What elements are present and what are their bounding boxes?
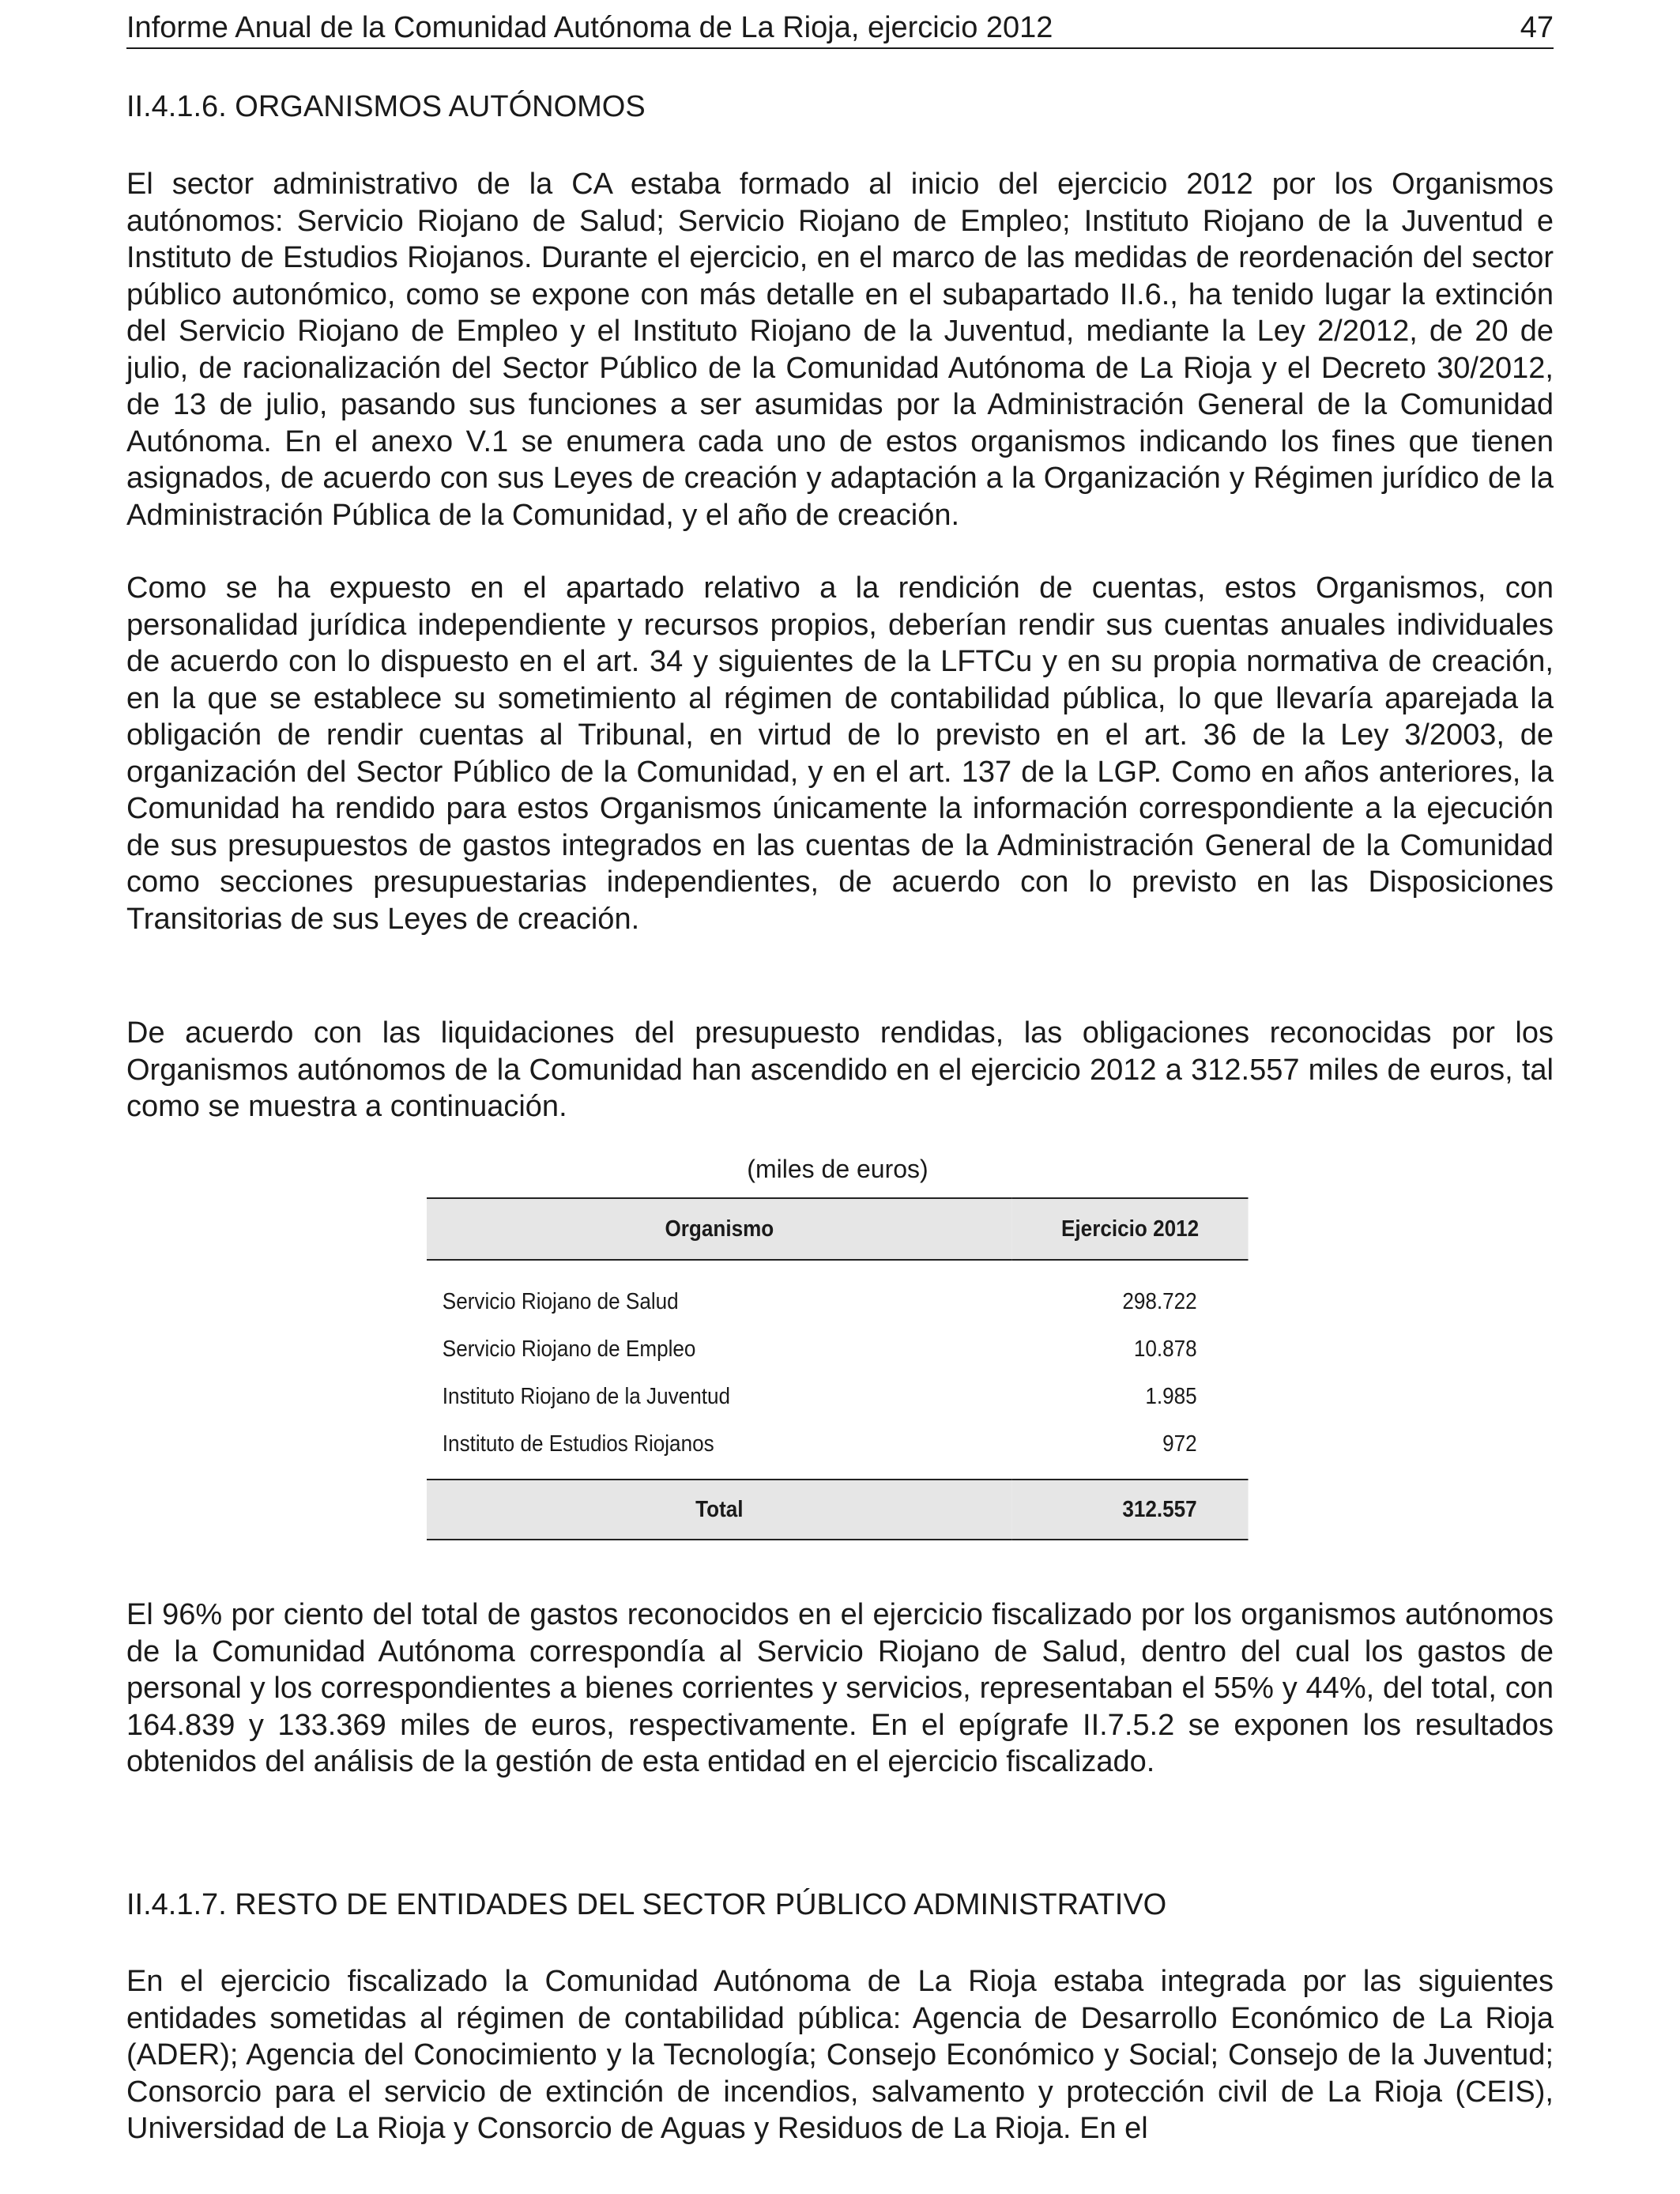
page-header xyxy=(126,9,1554,49)
organismo-name: Servicio Riojano de Salud xyxy=(442,1288,679,1314)
table-row xyxy=(427,1325,1249,1373)
section-heading-resto-entidades: II.4.1.7. RESTO DE ENTIDADES DEL SECTOR PÚBLICO ADMINISTRATIVO xyxy=(126,1888,1167,1921)
column-header-ejercicio: Ejercicio 2012 xyxy=(1012,1198,1249,1260)
table-total-row xyxy=(427,1480,1249,1540)
paragraph-sector-administrativo: El sector administrativo de la CA estaba formado al inicio del ejercicio 2012 por los Organismos autónomos: Servicio Riojano de Salud; Servicio Riojano de Empleo; Instituto Riojano de la Juventud e Instituto de Estudios Riojanos. Durante el ejercicio, en el marco de las medidas de reordenación del sector público autonómico, como se expone con más detalle en el subapartado II.6., ha tenido lugar la extinción del Servicio Riojano de Empleo y el Instituto Riojano de la Juventud, mediante la Ley 2/2012, de 20 de julio, de racionalización del Sector Público de la Comunidad Autónoma de La Rioja y el Decreto 30/2012, de 13 de julio, pasando sus funciones a ser asumidas por la Administración General de la Comunidad Autónoma. En el anexo V.1 se enumera cada uno de estos organismos indicando los fines que tienen asignados, de acuerdo con sus Leyes de creación y adaptación a la Organización y Régimen jurídico de la Administración Pública de la Comunidad, y el año de creación. xyxy=(126,168,1554,532)
organismo-value: 10.878 xyxy=(1133,1336,1197,1362)
organismos-table xyxy=(427,1197,1249,1540)
organismo-value: 298.722 xyxy=(1122,1288,1197,1314)
paragraph-rendicion-cuentas: Como se ha expuesto en el apartado relativo a la rendición de cuentas, estos Organismos, con personalidad jurídica independiente y recursos propios, deberían rendir sus cuentas anuales individuales de acuerdo con lo dispuesto en el art. 34 y siguientes de la LFTCu y en su propia normativa de creación, en la que se establece su sometimiento al régimen de contabilidad pública, lo que llevaría aparejada la obligación de rendir cuentas al Tribunal, en virtud de lo previsto en el art. 36 de la Ley 3/2003, de organización del Sector Público de la Comunidad, y en el art. 137 de la LGP. Como en años anteriores, la Comunidad ha rendido para estos Organismos únicamente la información correspondiente a la ejecución de sus presupuestos de gastos integrados en las cuentas de la Administración General de la Comunidad como secciones presupuestarias independientes, de acuerdo con lo previsto en las Disposiciones Transitorias de sus Leyes de creación. xyxy=(126,571,1554,936)
organismo-value: 1.985 xyxy=(1145,1383,1197,1409)
table-row xyxy=(427,1420,1249,1480)
organismo-name: Instituto de Estudios Riojanos xyxy=(442,1431,714,1457)
total-value: 312.557 xyxy=(1012,1480,1249,1540)
table-row xyxy=(427,1373,1249,1420)
organismo-name: Servicio Riojano de Empleo xyxy=(442,1336,696,1362)
column-header-organismo: Organismo xyxy=(427,1198,1012,1260)
table-caption: (miles de euros) xyxy=(747,1155,929,1183)
table-header-row xyxy=(427,1198,1249,1260)
table-row xyxy=(427,1260,1249,1325)
page-number: 47 xyxy=(1520,11,1554,44)
paragraph-servicio-salud: El 96% por ciento del total de gastos reconocidos en el ejercicio fiscalizado por los organismos autónomos de la Comunidad Autónoma correspondía al Servicio Riojano de Salud, dentro del cual los gastos de personal y los correspondientes a bienes corrientes y servicios, representaban el 55% y 44%, del total, con 164.839 y 133.369 miles de euros, respectivamente. En el epígrafe II.7.5.2 se exponen los resultados obtenidos del análisis de la gestión de esta entidad en el ejercicio fiscalizado. xyxy=(126,1598,1554,1778)
paragraph-liquidaciones: De acuerdo con las liquidaciones del presupuesto rendidas, las obligaciones reconocidas por los Organismos autónomos de la Comunidad han ascendido en el ejercicio 2012 a 312.557 miles de euros, tal como se muestra a continuación. xyxy=(126,1016,1554,1123)
organismo-value: 972 xyxy=(1162,1431,1197,1457)
section-heading-organismos: II.4.1.6. ORGANISMOS AUTÓNOMOS xyxy=(126,90,646,123)
organismo-name: Instituto Riojano de la Juventud xyxy=(442,1383,730,1409)
header-title: Informe Anual de la Comunidad Autónoma de La Rioja, ejercicio 2012 xyxy=(126,11,1053,44)
total-label: Total xyxy=(427,1480,1012,1540)
paragraph-resto-entidades: En el ejercicio fiscalizado la Comunidad Autónoma de La Rioja estaba integrada por las siguientes entidades sometidas al régimen de contabilidad pública: Agencia de Desarrollo Económico de La Rioja (ADER); Agencia del Conocimiento y la Tecnología; Consejo Económico y Social; Consejo de la Juventud; Consorcio para el servicio de extinción de incendios, salvamento y protección civil de La Rioja (CEIS), Universidad de La Rioja y Consorcio de Aguas y Residuos de La Rioja. En el xyxy=(126,1965,1554,2145)
